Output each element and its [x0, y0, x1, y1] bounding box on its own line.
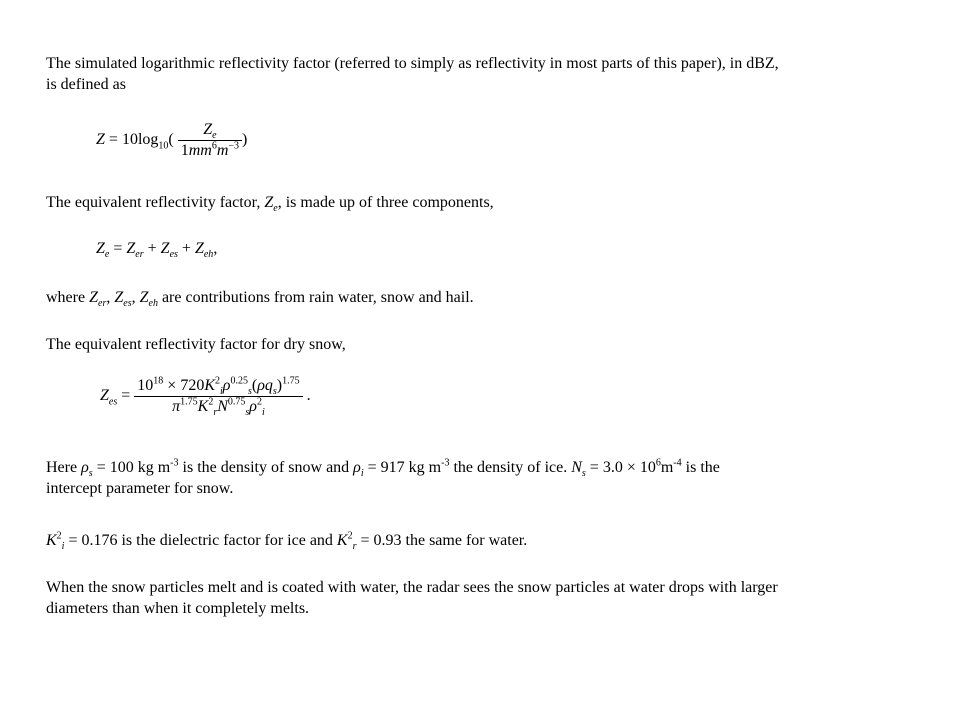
rho-i-description: the density of ice. — [453, 459, 568, 476]
equation-dry-snow — [100, 376, 311, 417]
eq3-den-k-sup: 2 — [208, 396, 214, 408]
eq1-den-exp-neg3: −3 — [228, 140, 240, 152]
eq1-den-m: m — [216, 142, 229, 159]
where-word: where — [46, 289, 86, 306]
eq3-den-rho-sup: 2 — [256, 396, 262, 408]
melting-line-2: diameters than when it completely melts. — [46, 600, 310, 617]
eq2-ze: Z — [96, 240, 105, 257]
rho-s-value: = 100 — [96, 459, 134, 476]
eq3-num-q: q — [264, 377, 273, 394]
eq1-num-z: Z — [203, 121, 213, 138]
eq3-num-rho-sup: 0.25 — [230, 375, 248, 387]
eq1-equals: = — [108, 131, 118, 149]
ns-value: = 3.0 × 10 — [589, 459, 656, 476]
eq3-num-10: 10 — [137, 377, 154, 394]
ki-description: = 0.176 is the dielectric factor for ice and — [68, 532, 333, 549]
equation-components — [96, 240, 218, 261]
components-symbol-z: Z — [264, 194, 274, 211]
kr-description: = 0.93 the same for water. — [360, 532, 528, 549]
eq1-den-exp6: 6 — [211, 140, 217, 152]
eq3-den-pi: π — [172, 398, 181, 415]
dielectric-paragraph — [46, 530, 926, 551]
components-symbol-sub: e — [273, 203, 278, 215]
components-text-after: , is made up of three components, — [277, 194, 494, 211]
eq2-zer-sub: er — [135, 249, 144, 261]
eq3-numerator — [134, 376, 302, 397]
dry-snow-paragraph — [46, 334, 926, 355]
eq1-open-paren: ( — [168, 131, 174, 149]
eq3-fraction — [134, 376, 302, 417]
eq1-num-sub: e — [212, 130, 217, 142]
eq2-ze-sub: e — [104, 249, 110, 261]
where-comma-2: , — [131, 289, 136, 306]
rho-s-description: is the density of snow and — [182, 459, 350, 476]
eq3-den-n: N — [217, 398, 228, 415]
eq2-zes: Z — [160, 240, 170, 257]
eq2-zeh-sub: eh — [203, 249, 214, 261]
eq3-num-720: 720 — [180, 377, 205, 394]
eq1-numerator — [178, 120, 242, 141]
eq3-period: . — [306, 387, 311, 405]
eq1-coef: 10 — [121, 131, 138, 149]
where-rest: are contributions from rain water, snow and hail. — [161, 289, 474, 306]
ki-sup: 2 — [56, 530, 62, 542]
ns-tail: is the — [685, 459, 720, 476]
rho-i-unit: kg m — [408, 459, 442, 476]
intercept-line: intercept parameter for snow. — [46, 480, 234, 497]
parameters-paragraph — [46, 457, 926, 499]
eq3-den-k-sub: r — [213, 407, 218, 419]
kr-symbol: K — [336, 532, 348, 549]
where-zeh-sub: eh — [148, 298, 158, 310]
where-zer-z: Z — [89, 289, 98, 306]
eq3-num-close: ) — [276, 377, 283, 394]
kr-sup: 2 — [347, 530, 353, 542]
ki-sub: i — [61, 541, 65, 553]
eq3-den-k: K — [197, 398, 209, 415]
dry-snow-text: The equivalent reflectivity factor for dry snow, — [46, 336, 346, 353]
rho-s-unit: kg m — [137, 459, 171, 476]
components-paragraph — [46, 192, 926, 213]
rho-s-sub: s — [88, 468, 93, 480]
where-zes — [114, 289, 132, 310]
eq2-zeh: Z — [194, 240, 204, 257]
eq3-num-k: K — [204, 377, 215, 394]
eq3-denominator — [134, 397, 302, 417]
rho-i-symbol: ρ — [353, 459, 361, 476]
rho-i-unit-exp: -3 — [441, 457, 450, 469]
intro-paragraph — [46, 53, 926, 95]
eq3-den-rho: ρ — [249, 398, 257, 415]
equation-reflectivity — [96, 120, 247, 161]
ki-symbol: K — [46, 532, 57, 549]
rho-s-unit-exp: -3 — [170, 457, 179, 469]
eq1-den-one: 1 — [180, 142, 189, 159]
where-paragraph — [46, 287, 926, 308]
eq3-num-rho2: ρ — [257, 377, 265, 394]
eq3-den-rho-sub: i — [261, 407, 265, 419]
eq1-denominator — [178, 141, 242, 161]
eq3-num-k-sub: i — [219, 386, 223, 398]
eq2-equals: = — [113, 240, 123, 257]
eq3-num-rho-sub: s — [247, 386, 252, 398]
where-zeh — [139, 289, 158, 310]
intro-line-2: is defined as — [46, 76, 126, 93]
eq3-num-k-sup: 2 — [214, 375, 220, 387]
eq2-zer: Z — [126, 240, 136, 257]
ns-sub: s — [581, 468, 586, 480]
eq1-lhs: Z — [96, 131, 105, 149]
where-zes-sub: es — [123, 298, 132, 310]
eq3-num-rho: ρ — [222, 377, 231, 394]
eq1-close-paren: ) — [242, 131, 248, 149]
components-symbol — [264, 194, 278, 215]
eq3-den-n-sup: 0.75 — [227, 396, 246, 408]
eq3-num-q-sub: s — [272, 386, 277, 398]
ns-value-exp: 6 — [655, 457, 661, 469]
eq3-den-n-sub: s — [245, 407, 250, 419]
ns-unit: m — [660, 459, 674, 476]
eq3-den-pi-sup: 1.75 — [180, 396, 198, 408]
rho-i-value: = 917 — [367, 459, 405, 476]
kr-sub: r — [352, 541, 357, 553]
where-zer-sub: er — [98, 298, 107, 310]
eq1-den-mm: mm — [188, 142, 212, 159]
ns-unit-exp: -4 — [673, 457, 682, 469]
eq2-zes-sub: es — [169, 249, 178, 261]
eq3-lhs-sub: es — [108, 396, 118, 408]
here-word: Here — [46, 459, 78, 476]
components-text-before: The equivalent reflectivity factor, — [46, 194, 261, 211]
where-zer — [89, 289, 107, 310]
where-zes-z: Z — [114, 289, 124, 306]
melting-paragraph — [46, 577, 926, 619]
intro-line-1: The simulated logarithmic reflectivity factor (referred to simply as reflectivity in most parts of this paper), in dBZ, — [46, 55, 779, 72]
rho-s-symbol: ρ — [81, 459, 89, 476]
where-zeh-z: Z — [139, 289, 149, 306]
melting-line-1: When the snow particles melt and is coated with water, the radar sees the snow particles at water drops with larger — [46, 579, 778, 596]
eq1-log: log — [137, 131, 159, 149]
eq3-num-times: × — [167, 377, 177, 394]
eq2-trailing-comma: , — [213, 240, 218, 257]
eq3-lhs-z: Z — [100, 387, 109, 405]
where-comma-1: , — [106, 289, 111, 306]
eq2-plus-2: + — [181, 240, 191, 257]
eq3-num-open: ( — [251, 377, 258, 394]
ns-symbol: N — [571, 459, 582, 476]
eq2-plus-1: + — [147, 240, 157, 257]
eq3-num-exp: 1.75 — [282, 375, 300, 387]
eq3-num-18: 18 — [153, 375, 164, 387]
eq1-fraction — [178, 120, 242, 161]
eq3-equals: = — [121, 387, 131, 405]
rho-i-sub: i — [360, 468, 364, 480]
eq1-log-base: 10 — [158, 140, 169, 152]
